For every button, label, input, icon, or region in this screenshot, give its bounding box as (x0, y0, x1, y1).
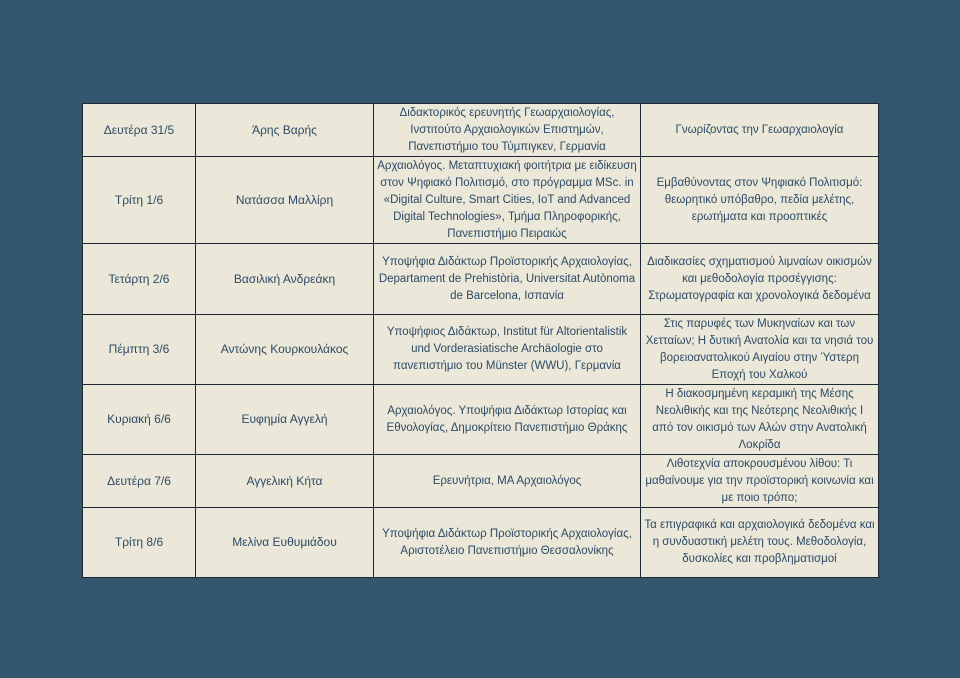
speaker-cell: Νατάσσα Μαλλίρη (196, 157, 374, 244)
table-row (83, 104, 879, 157)
topic-cell: Γνωρίζοντας την Γεωαρχαιολογία (641, 104, 879, 157)
date-cell: Τετάρτη 2/6 (83, 244, 196, 315)
topic-cell: Η διακοσμημένη κεραμική της Μέσης Νεολιθικής και της Νεότερης Νεολιθικής Ι από τον οικισμό των Αλών στην Ανατολική Λοκρίδα (641, 385, 879, 455)
table-row (83, 508, 879, 578)
speaker-cell: Αγγελική Κήτα (196, 455, 374, 508)
affiliation-cell: Διδακτορικός ερευνητής Γεωαρχαιολογίας, Ινστιτούτο Αρχαιολογικών Επιστημών, Πανεπιστήμιο του Τύμπιγκεν, Γερμανία (374, 104, 641, 157)
table-row (83, 455, 879, 508)
speaker-cell: Μελίνα Ευθυμιάδου (196, 508, 374, 578)
date-cell: Πέμπτη 3/6 (83, 315, 196, 385)
affiliation-cell: Ερευνήτρια, ΜΑ Αρχαιολόγος (374, 455, 641, 508)
affiliation-cell: Αρχαιολόγος. Υποψήφια Διδάκτωρ Ιστορίας και Εθνολογίας, Δημοκρίτειο Πανεπιστήμιο Θράκης (374, 385, 641, 455)
date-cell: Τρίτη 1/6 (83, 157, 196, 244)
speaker-cell: Βασιλική Ανδρεάκη (196, 244, 374, 315)
speaker-cell: Αντώνης Κουρκουλάκος (196, 315, 374, 385)
topic-cell: Στις παρυφές των Μυκηναίων και των Χετταίων; Η δυτική Ανατολία και τα νησιά του βορειοανατολικού Αιγαίου στην Ύστερη Εποχή του Χαλκού (641, 315, 879, 385)
date-cell: Δευτέρα 31/5 (83, 104, 196, 157)
date-cell: Δευτέρα 7/6 (83, 455, 196, 508)
table-row (83, 385, 879, 455)
table-row (83, 315, 879, 385)
affiliation-cell: Υποψήφια Διδάκτωρ Προϊστορικής Αρχαιολογίας, Departament de Prehistòria, Universitat Autònoma de Barcelona, Ισπανία (374, 244, 641, 315)
speaker-cell: Άρης Βαρής (196, 104, 374, 157)
lecture-schedule-table (82, 103, 879, 578)
affiliation-cell: Υποψήφιος Διδάκτωρ, Institut für Altorientalistik und Vorderasiatische Archäologie στο πανεπιστήμιο του Münster (WWU), Γερμανία (374, 315, 641, 385)
topic-cell: Εμβαθύνοντας στον Ψηφιακό Πολιτισμό: θεωρητικό υπόβαθρο, πεδία μελέτης, ερωτήματα και προοπτικές (641, 157, 879, 244)
table-row (83, 157, 879, 244)
speaker-cell: Ευφημία Αγγελή (196, 385, 374, 455)
date-cell: Κυριακή 6/6 (83, 385, 196, 455)
topic-cell: Λιθοτεχνία αποκρουσμένου λίθου: Τι μαθαίνουμε για την προϊστορική κοινωνία και με ποιο τρόπο; (641, 455, 879, 508)
affiliation-cell: Αρχαιολόγος. Μεταπτυχιακή φοιτήτρια με ειδίκευση στον Ψηφιακό Πολιτισμό, στο πρόγραμμα MSc. in «Digital Culture, Smart Cities, IoT and Advanced Digital Technologies», Τμήμα Πληροφορικής, Πανεπιστήμιο Πειραιώς (374, 157, 641, 244)
affiliation-cell: Υποψήφια Διδάκτωρ Προϊστορικής Αρχαιολογίας, Αριστοτέλειο Πανεπιστήμιο Θεσσαλονίκης (374, 508, 641, 578)
topic-cell: Τα επιγραφικά και αρχαιολογικά δεδομένα και η συνδυαστική μελέτη τους. Μεθοδολογία, δυσκολίες και προβληματισμοί (641, 508, 879, 578)
topic-cell: Διαδικασίες σχηματισμού λιμναίων οικισμών και μεθοδολογία προσέγγισης: Στρωματογραφία και χρονολογικά δεδομένα (641, 244, 879, 315)
table-row (83, 244, 879, 315)
date-cell: Τρίτη 8/6 (83, 508, 196, 578)
